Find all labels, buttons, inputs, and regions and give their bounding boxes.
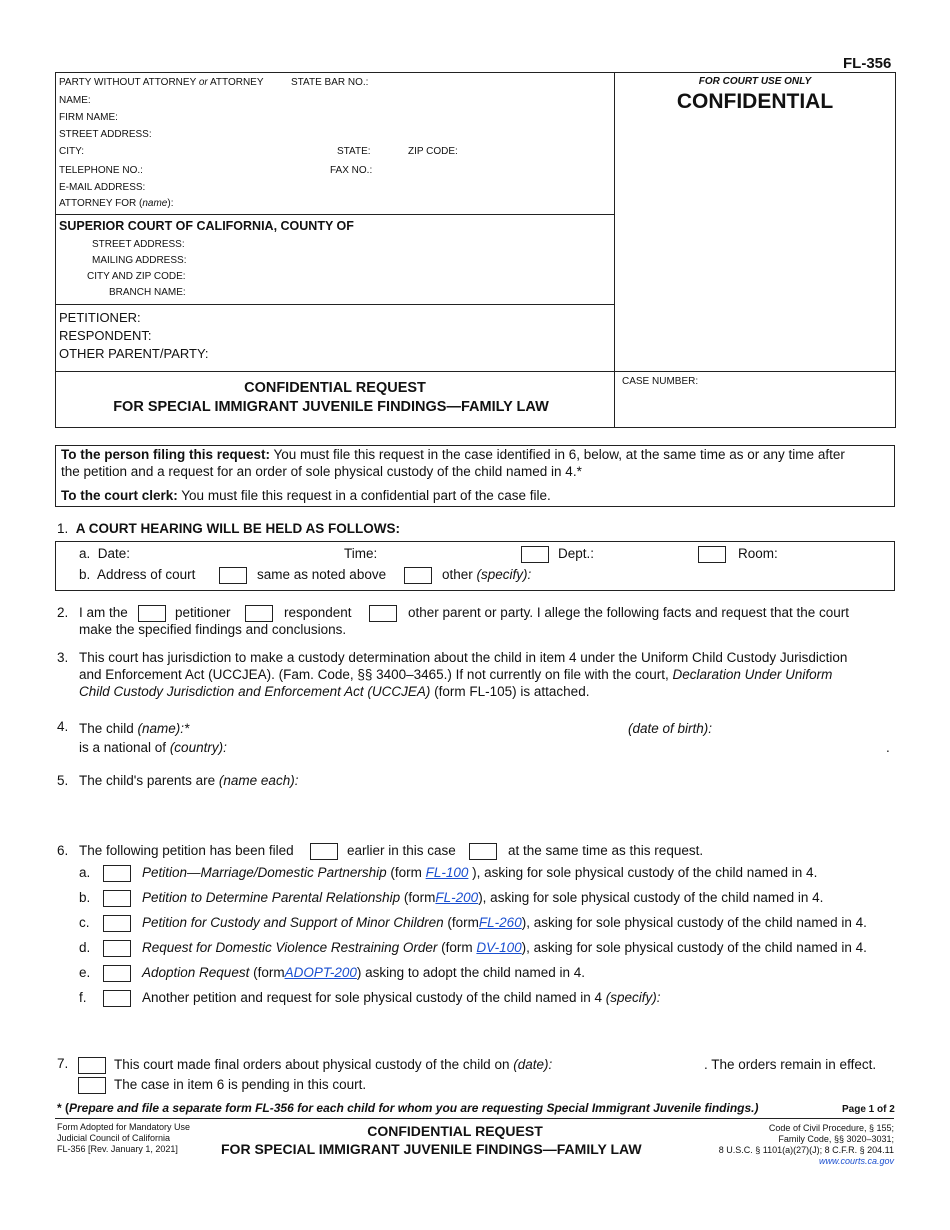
item6-label: The following petition has been filed xyxy=(79,843,294,858)
respondent-label: RESPONDENT: xyxy=(59,328,152,343)
notice-filer-line1: To the person filing this request: You must file this request in the case identified in 6, below, at the same time as or any time after xyxy=(61,447,845,462)
item6a-text: Petition—Marriage/Domestic Partnership (form FL-100 ), asking for sole physical custody of the child named in 4. xyxy=(142,865,818,880)
telephone-label: TELEPHONE NO.: xyxy=(59,165,143,176)
other-parent-label: OTHER PARENT/PARTY: xyxy=(59,346,209,361)
item4-national-label: is a national of (country): xyxy=(79,740,227,755)
state-bar-label: STATE BAR NO.: xyxy=(291,77,369,88)
courts-website-link[interactable]: www.courts.ca.gov xyxy=(818,1156,894,1166)
notice-clerk: To the court clerk: You must file this request in a confidential part of the case file. xyxy=(61,488,551,503)
item4-num: 4. xyxy=(57,719,69,734)
item6f-checkbox[interactable] xyxy=(103,990,131,1009)
hearing-room-label: Room: xyxy=(738,546,778,561)
footer-right: Code of Civil Procedure, § 155; Family Code, §§ 3020–3031; 8 U.S.C. § 1101(a)(27)(J); 8 C.F.R. § 204.11 www.courts.ca.gov xyxy=(680,1123,894,1167)
fl-260-link[interactable]: FL-260 xyxy=(478,915,522,930)
item3-line2: and Enforcement Act (UCCJEA). (Fam. Code, §§ 3400–3465.) If not currently on file with the court, Declaration Under Uniform xyxy=(79,667,833,682)
item3-num: 3. xyxy=(57,650,69,665)
item6c-checkbox[interactable] xyxy=(103,915,131,934)
item6d-text: Request for Domestic Violence Restraining Order (form DV-100), asking for sole physical custody of the child named in 4. xyxy=(142,940,867,955)
item7-line2: The case in item 6 is pending in this court. xyxy=(114,1077,367,1092)
item5-label: The child's parents are (name each): xyxy=(79,773,299,788)
item2-num: 2. xyxy=(57,605,69,620)
item1-heading: 1. A COURT HEARING WILL BE HELD AS FOLLOWS: xyxy=(57,521,401,536)
item6b-letter: b. xyxy=(79,890,91,905)
item6a-letter: a. xyxy=(79,865,91,880)
email-label: E-MAIL ADDRESS: xyxy=(59,182,146,193)
petitioner-label: PETITIONER: xyxy=(59,310,141,325)
item6c-text: Petition for Custody and Support of Minor Children (formFL-260), asking for sole physical custody of the child named in 4. xyxy=(142,915,867,930)
item6f-text: Another petition and request for sole physical custody of the child named in 4 (specify): xyxy=(142,990,661,1005)
fax-label: FAX NO.: xyxy=(330,165,373,176)
other-party-checkbox[interactable] xyxy=(369,605,397,624)
hearing-dept-label: Dept.: xyxy=(558,546,595,561)
item4-period: . xyxy=(886,740,890,755)
form-title-line1: CONFIDENTIAL REQUEST xyxy=(244,380,426,396)
item6f-letter: f. xyxy=(79,990,87,1005)
item6d-letter: d. xyxy=(79,940,91,955)
item5-num: 5. xyxy=(57,773,69,788)
same-as-noted-label: same as noted above xyxy=(257,567,387,582)
form-id: FL-356 xyxy=(843,55,892,72)
footer-rule xyxy=(55,1118,894,1119)
item6d-checkbox[interactable] xyxy=(103,940,131,959)
item2-respondent-label: respondent xyxy=(284,605,352,620)
page-number: Page 1 of 2 xyxy=(842,1104,895,1115)
confidential-label: CONFIDENTIAL xyxy=(676,90,834,113)
hearing-time-label: Time: xyxy=(344,546,378,561)
court-cityzip-label: CITY AND ZIP CODE: xyxy=(87,271,186,282)
court-title: SUPERIOR COURT OF CALIFORNIA, COUNTY OF xyxy=(59,219,354,233)
name-label: NAME: xyxy=(59,95,91,106)
item2-iam: I am the xyxy=(79,605,128,620)
court-branch-label: BRANCH NAME: xyxy=(109,287,186,298)
footnote: * (Prepare and file a separate form FL-356 for each child for whom you are requesting Special Immigrant Juvenile findings.) xyxy=(57,1101,759,1115)
item2-line2: make the specified findings and conclusions. xyxy=(79,622,347,637)
item7-num: 7. xyxy=(57,1056,69,1071)
court-street-label: STREET ADDRESS: xyxy=(92,239,185,250)
attorney-for-label: ATTORNEY FOR (name): xyxy=(59,198,174,209)
zip-label: ZIP CODE: xyxy=(408,146,458,157)
other-address-checkbox[interactable] xyxy=(404,567,432,586)
state-label: STATE: xyxy=(337,146,371,157)
caption-box xyxy=(55,72,896,428)
hearing-date-label: a. Date: xyxy=(79,546,131,561)
item6a-checkbox[interactable] xyxy=(103,865,131,884)
fl-100-link[interactable]: FL-100 xyxy=(425,865,469,880)
court-mailing-label: MAILING ADDRESS: xyxy=(92,255,187,266)
city-label: CITY: xyxy=(59,146,85,157)
case-number-label: CASE NUMBER: xyxy=(622,376,699,387)
court-use-label: FOR COURT USE ONLY xyxy=(698,76,812,87)
item6b-checkbox[interactable] xyxy=(103,890,131,909)
item6c-letter: c. xyxy=(79,915,90,930)
item6-num: 6. xyxy=(57,843,69,858)
item4-dob-label: (date of birth): xyxy=(628,721,713,736)
item7-line1: This court made final orders about physical custody of the child on (date): xyxy=(114,1057,553,1072)
item3-line3: Child Custody Jurisdiction and Enforcement Act (UCCJEA) (form FL-105) is attached. xyxy=(79,684,590,699)
other-address-label: other (specify): xyxy=(442,567,532,582)
item6e-checkbox[interactable] xyxy=(103,965,131,984)
item6-earlier-label: earlier in this case xyxy=(347,843,456,858)
street-label: STREET ADDRESS: xyxy=(59,129,152,140)
earlier-checkbox[interactable] xyxy=(310,843,338,862)
caption-divider xyxy=(614,72,615,427)
footer-title1: CONFIDENTIAL REQUEST xyxy=(367,1123,543,1139)
fl-200-link[interactable]: FL-200 xyxy=(435,890,479,905)
dv-100-link[interactable]: DV-100 xyxy=(476,940,522,955)
footer-title2: FOR SPECIAL IMMIGRANT JUVENILE FINDINGS—FAMILY LAW xyxy=(221,1141,642,1157)
item6-same-label: at the same time as this request. xyxy=(508,843,704,858)
item6e-text: Adoption Request (formADOPT-200) asking to adopt the child named in 4. xyxy=(142,965,586,980)
firm-label: FIRM NAME: xyxy=(59,112,118,123)
item2-petitioner-label: petitioner xyxy=(175,605,231,620)
same-time-checkbox[interactable] xyxy=(469,843,497,862)
hearing-address-label: b. Address of court xyxy=(79,567,196,582)
form-title-line2: FOR SPECIAL IMMIGRANT JUVENILE FINDINGS—FAMILY LAW xyxy=(113,399,549,415)
same-as-noted-checkbox[interactable] xyxy=(219,567,247,586)
item7-pending-checkbox[interactable] xyxy=(78,1077,106,1096)
notice-filer-line2: the petition and a request for an order of sole physical custody of the child named in 4.* xyxy=(61,464,582,479)
item4-child-label: The child (name):* xyxy=(79,721,190,736)
item2-other-label: other parent or party. I allege the following facts and request that the court xyxy=(408,605,850,620)
item3-line1: This court has jurisdiction to make a custody determination about the child in item 4 under the Uniform Child Custody Jurisdiction xyxy=(79,650,848,665)
adopt-200-link[interactable]: ADOPT-200 xyxy=(284,965,357,980)
party-label: PARTY WITHOUT ATTORNEY or ATTORNEY xyxy=(59,77,264,88)
item7-remain: . The orders remain in effect. xyxy=(704,1057,877,1072)
item6b-text: Petition to Determine Parental Relationship (formFL-200), asking for sole physical custody of the child named in 4. xyxy=(142,890,824,905)
item7-orders-checkbox[interactable] xyxy=(78,1057,106,1076)
dept-checkbox[interactable] xyxy=(521,546,549,565)
footer-left: Form Adopted for Mandatory Use Judicial Council of California FL-356 [Rev. January 1, 2021] xyxy=(57,1122,191,1154)
item6e-letter: e. xyxy=(79,965,91,980)
room-checkbox[interactable] xyxy=(698,546,726,565)
